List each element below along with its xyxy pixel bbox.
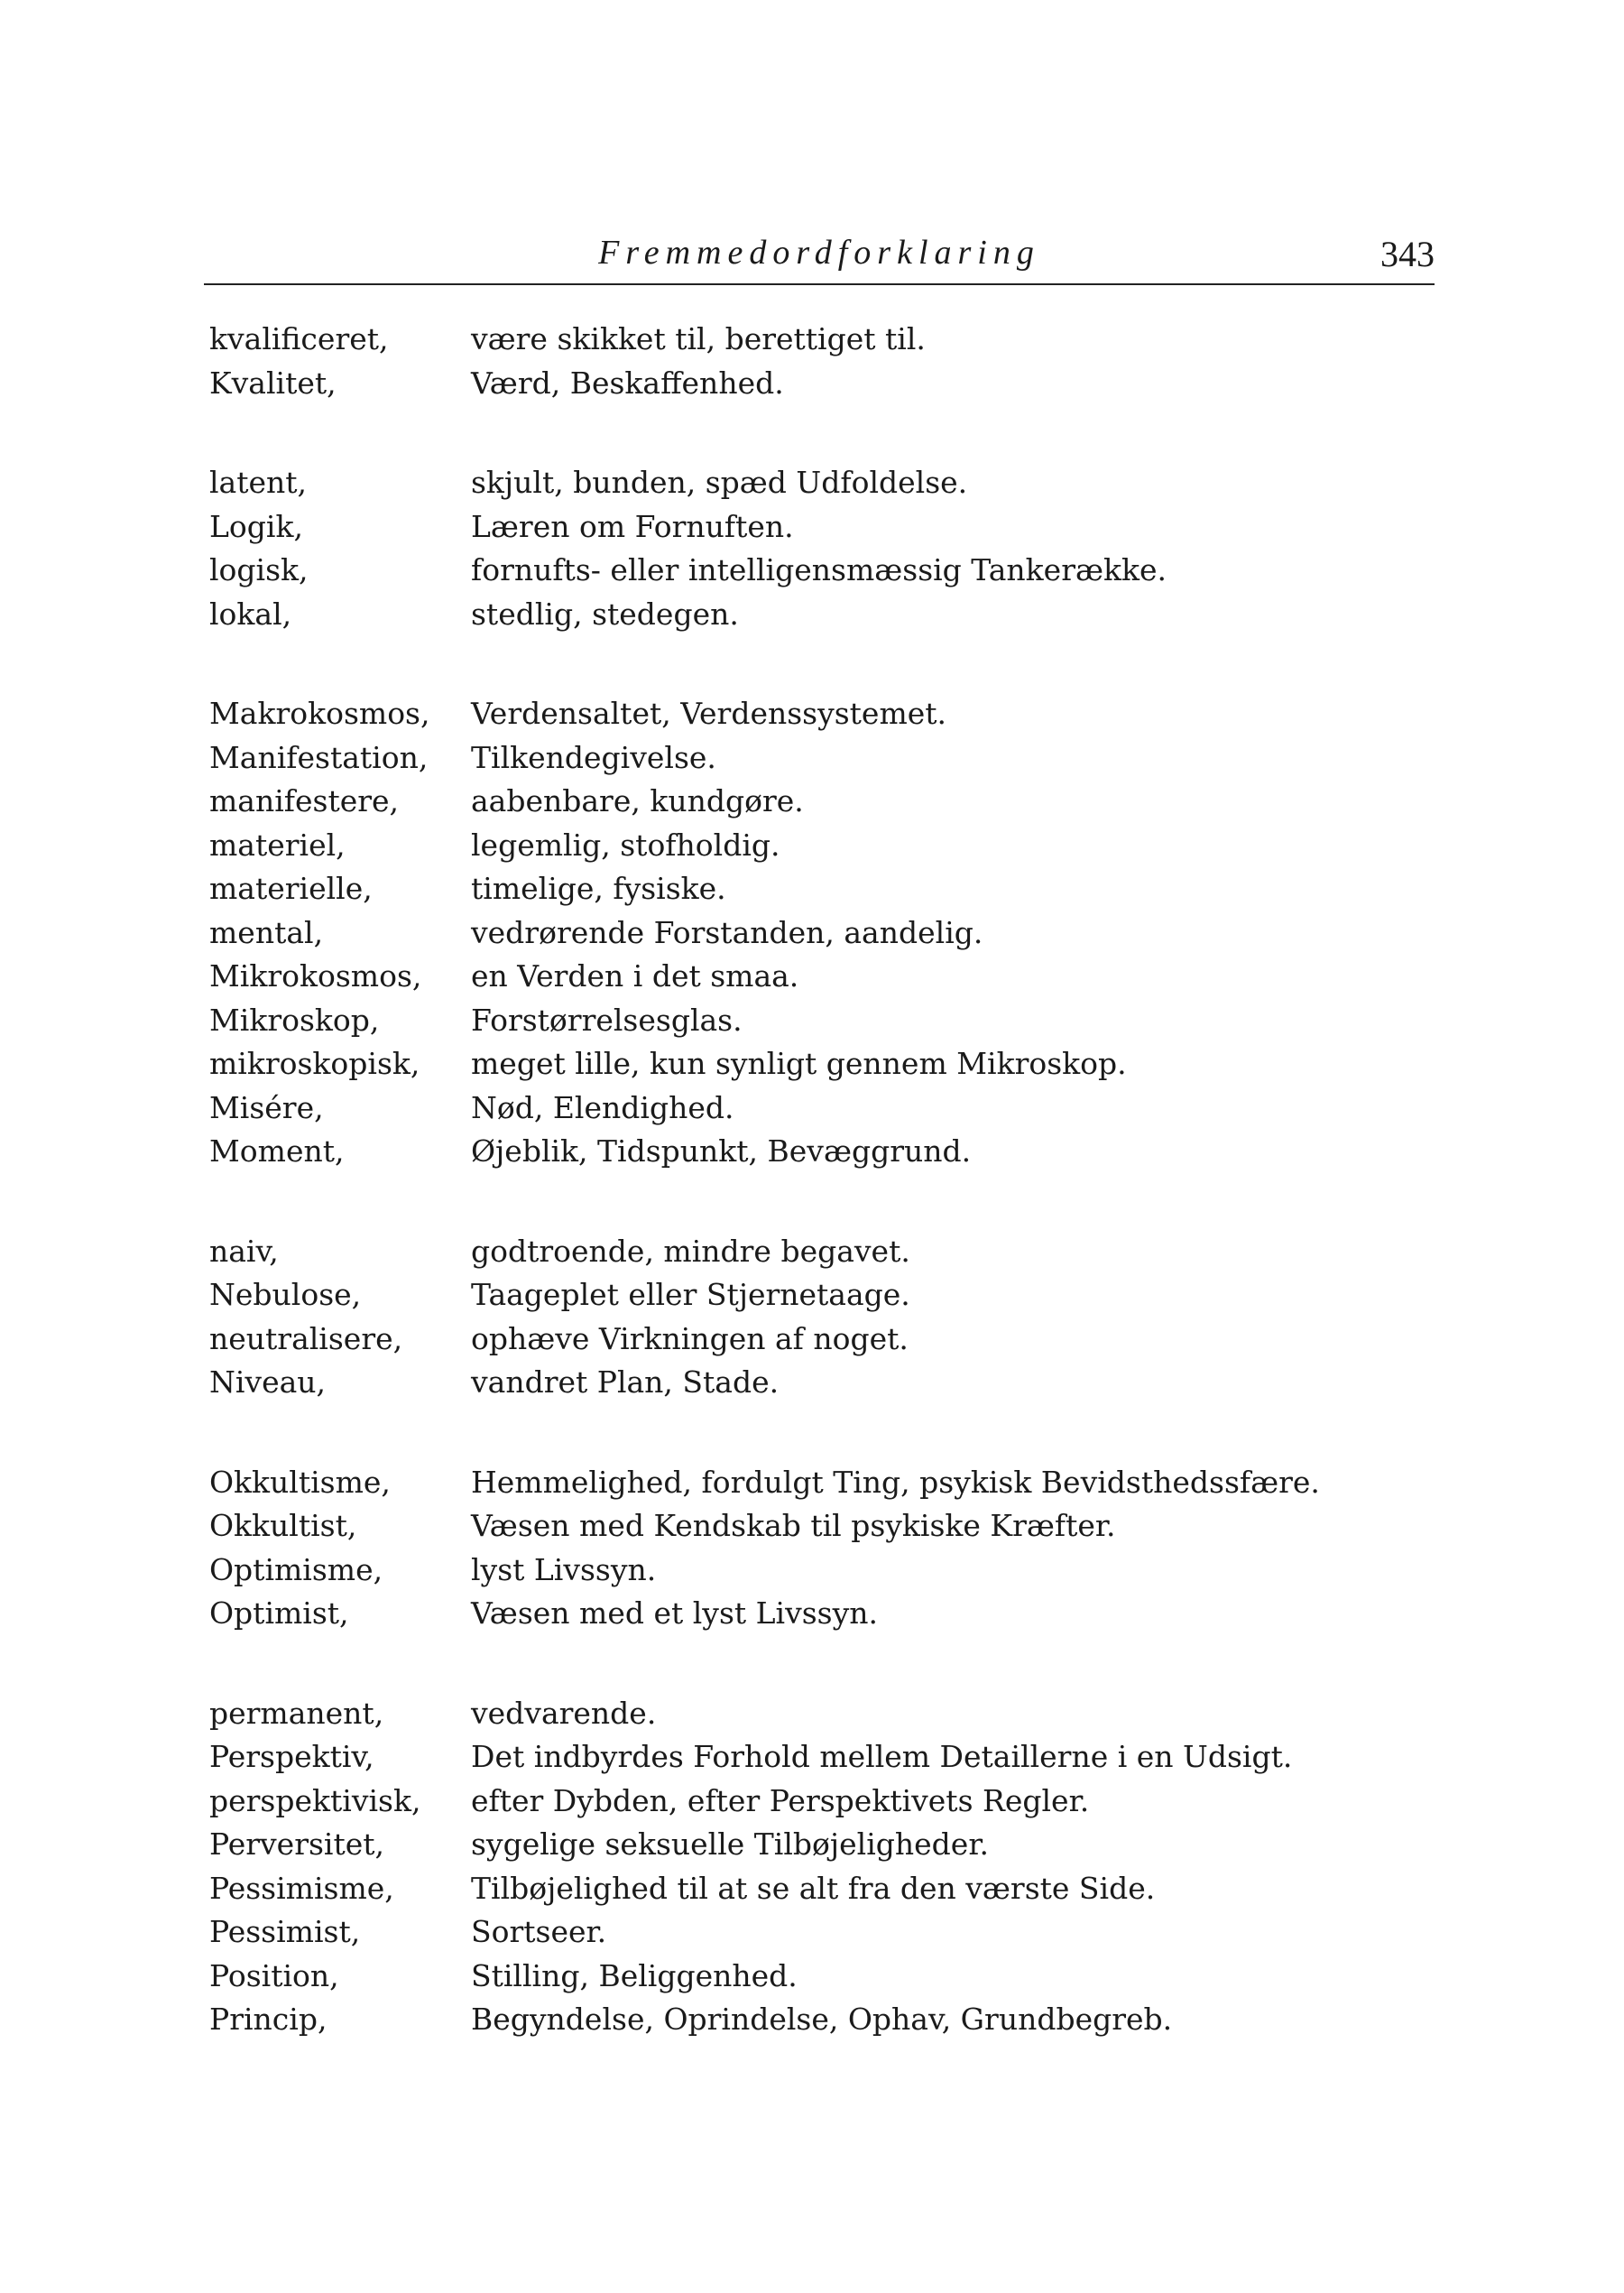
glossary-entry — [209, 824, 1436, 868]
entry-definition: skjult, bunden, spæd Udfoldelse. — [471, 465, 968, 500]
entry-definition: en Verden i det smaa. — [471, 958, 799, 994]
glossary-entry — [209, 1735, 1436, 1780]
entry-definition: vedrørende Forstanden, aandelig. — [471, 914, 983, 950]
entry-definition: timelige, fysiske. — [471, 871, 726, 906]
entry-term: kvalificeret, — [209, 321, 389, 356]
glossary-entry — [209, 1042, 1436, 1086]
entry-term: perspektivisk, — [209, 1782, 421, 1818]
entry-definition: Hemmelighed, fordulgt Ting, psykisk Bevidsthedssfære. — [471, 1464, 1320, 1500]
entry-term: Makrokosmos, — [209, 696, 430, 731]
entry-term: Pessimisme, — [209, 1870, 394, 1906]
entry-group — [209, 1461, 1436, 1636]
glossary-entry — [209, 1230, 1436, 1274]
entry-definition: Det indbyrdes Forhold mellem Detaillerne i en Udsigt. — [471, 1739, 1293, 1774]
glossary-entry — [209, 736, 1436, 781]
entry-term: Princip, — [209, 2002, 328, 2037]
glossary-entry — [209, 318, 1436, 362]
entry-definition: vedvarende. — [471, 1695, 657, 1731]
glossary-entry — [209, 780, 1436, 824]
entry-term: Perversitet, — [209, 1826, 385, 1862]
glossary-entry — [209, 1130, 1436, 1174]
entry-definition: Nød, Elendighed. — [471, 1089, 734, 1125]
entry-term: latent, — [209, 465, 308, 500]
entry-term: Nebulose, — [209, 1277, 362, 1312]
entry-term: Logik, — [209, 508, 303, 544]
entry-definition: vandret Plan, Stade. — [471, 1364, 780, 1400]
entry-definition: aabenbare, kundgøre. — [471, 783, 804, 818]
entry-definition: sygelige seksuelle Tilbøjeligheder. — [471, 1826, 989, 1862]
entry-group — [209, 1692, 1436, 2042]
entry-term: Kvalitet, — [209, 365, 337, 401]
entry-definition: fornufts- eller intelligensmæssig Tankerække. — [471, 552, 1167, 587]
glossary-entry — [209, 461, 1436, 505]
entry-group — [209, 1230, 1436, 1405]
glossary-entry — [209, 1955, 1436, 1999]
glossary-entry — [209, 955, 1436, 999]
entry-definition: Værd, Beskaffenhed. — [471, 365, 784, 401]
running-title: Fremmedordforklaring — [598, 234, 1040, 272]
entry-definition: Væsen med Kendskab til psykiske Kræfter. — [471, 1508, 1116, 1543]
entry-definition: Væsen med et lyst Livssyn. — [471, 1595, 878, 1631]
glossary-entry — [209, 1692, 1436, 1736]
entry-term: Optimisme, — [209, 1551, 383, 1587]
glossary-entry — [209, 1823, 1436, 1867]
entry-definition: Forstørrelsesglas. — [471, 1002, 743, 1038]
entry-definition: være skikket til, berettiget til. — [471, 321, 926, 356]
entry-definition: Begyndelse, Oprindelse, Ophav, Grundbegreb. — [471, 2002, 1173, 2037]
entry-term: logisk, — [209, 552, 309, 587]
entry-definition: legemlig, stofholdig. — [471, 827, 780, 863]
glossary-entry — [209, 911, 1436, 956]
entry-term: neutralisere, — [209, 1320, 403, 1356]
glossary-entry — [209, 1086, 1436, 1131]
glossary-entry — [209, 1361, 1436, 1405]
page-header — [204, 233, 1435, 291]
entry-term: Mikrokosmos, — [209, 958, 422, 994]
entry-definition: stedlig, stedegen. — [471, 596, 739, 632]
glossary-entry — [209, 999, 1436, 1043]
header-rule — [204, 283, 1435, 285]
glossary-entry — [209, 1910, 1436, 1955]
entry-term: mental, — [209, 914, 324, 950]
glossary-entries — [209, 318, 1436, 2098]
entry-term: mikroskopisk, — [209, 1046, 420, 1081]
entry-term: Okkultisme, — [209, 1464, 391, 1500]
glossary-entry — [209, 593, 1436, 637]
entry-term: materiel, — [209, 827, 346, 863]
entry-definition: meget lille, kun synligt gennem Mikroskop. — [471, 1046, 1127, 1081]
glossary-entry — [209, 362, 1436, 406]
glossary-entry — [209, 1867, 1436, 1911]
entry-definition: Sortseer. — [471, 1914, 607, 1949]
glossary-entry — [209, 1318, 1436, 1362]
entry-term: permanent, — [209, 1695, 384, 1731]
entry-definition: Taageplet eller Stjernetaage. — [471, 1277, 910, 1312]
glossary-entry — [209, 1549, 1436, 1593]
entry-term: manifestere, — [209, 783, 400, 818]
glossary-entry — [209, 1780, 1436, 1824]
entry-term: lokal, — [209, 596, 292, 632]
glossary-entry — [209, 549, 1436, 593]
entry-term: Manifestation, — [209, 739, 429, 775]
entry-definition: godtroende, mindre begavet. — [471, 1233, 910, 1269]
entry-group — [209, 318, 1436, 405]
entry-group — [209, 461, 1436, 636]
entry-term: Pessimist, — [209, 1914, 361, 1949]
glossary-entry — [209, 1504, 1436, 1549]
entry-definition: Verdensaltet, Verdenssystemet. — [471, 696, 947, 731]
entry-term: Perspektiv, — [209, 1739, 374, 1774]
glossary-entry — [209, 867, 1436, 911]
entry-term: naiv, — [209, 1233, 279, 1269]
entry-term: Misére, — [209, 1089, 324, 1125]
entry-definition: Tilbøjelighed til at se alt fra den værste Side. — [471, 1870, 1156, 1906]
entry-group — [209, 692, 1436, 1174]
entry-definition: Læren om Fornuften. — [471, 508, 794, 544]
glossary-entry — [209, 1998, 1436, 2042]
entry-definition: Øjeblik, Tidspunkt, Bevæggrund. — [471, 1133, 972, 1169]
entry-definition: ophæve Virkningen af noget. — [471, 1320, 909, 1356]
entry-term: Okkultist, — [209, 1508, 357, 1543]
entry-term: Mikroskop, — [209, 1002, 380, 1038]
glossary-entry — [209, 1592, 1436, 1636]
entry-definition: efter Dybden, efter Perspektivets Regler. — [471, 1782, 1090, 1818]
glossary-entry — [209, 505, 1436, 550]
entry-term: Moment, — [209, 1133, 345, 1169]
entry-term: Niveau, — [209, 1364, 327, 1400]
entry-definition: lyst Livssyn. — [471, 1551, 657, 1587]
glossary-entry — [209, 1273, 1436, 1318]
entry-term: Position, — [209, 1957, 339, 1993]
entry-definition: Tilkendegivelse. — [471, 739, 716, 775]
glossary-entry — [209, 1461, 1436, 1505]
glossary-entry — [209, 692, 1436, 736]
entry-definition: Stilling, Beliggenhed. — [471, 1957, 798, 1993]
entry-term: Optimist, — [209, 1595, 349, 1631]
entry-term: materielle, — [209, 871, 373, 906]
page-number: 343 — [1380, 234, 1435, 274]
